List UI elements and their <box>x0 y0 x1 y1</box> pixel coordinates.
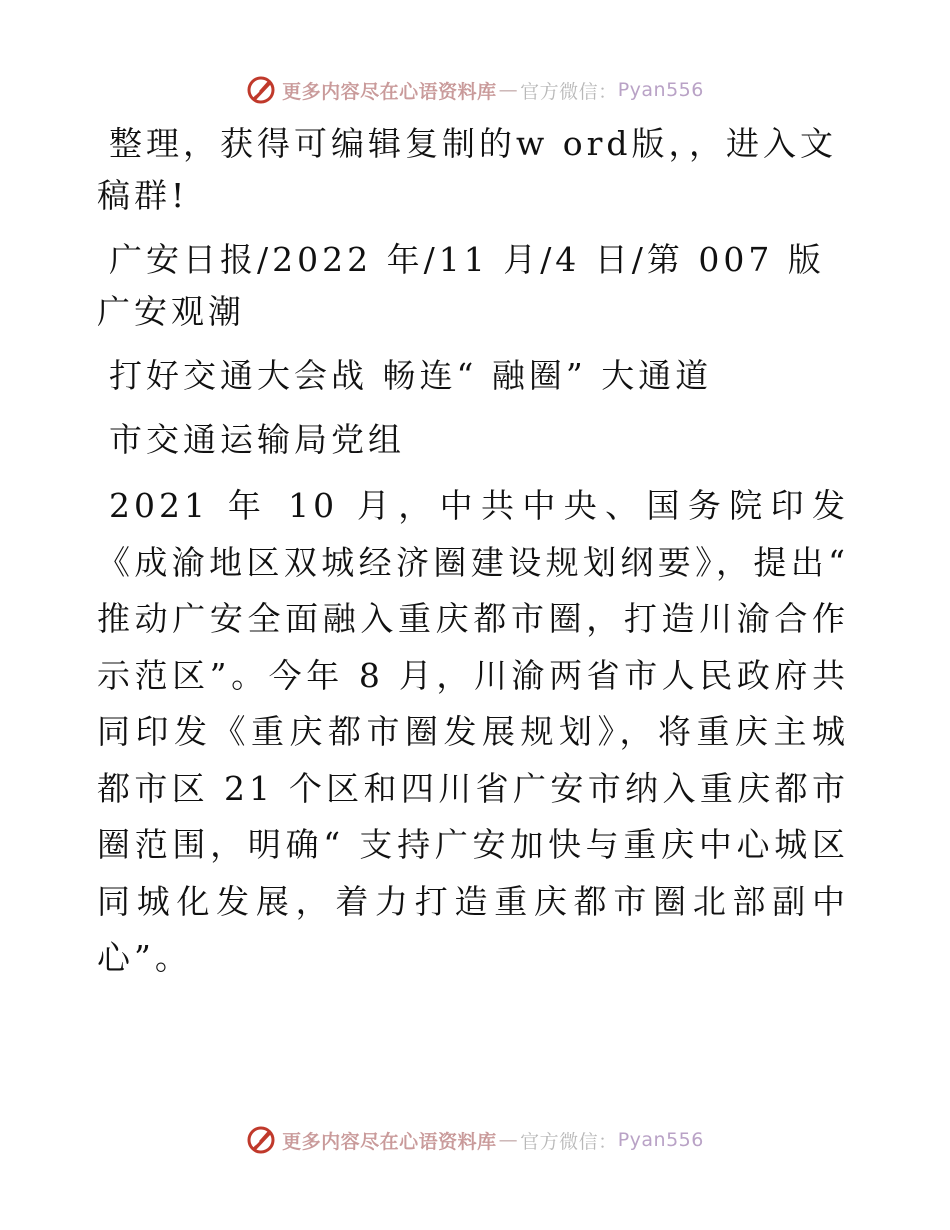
header-watermark <box>0 70 950 110</box>
watermark-wechat-label: 官方微信： <box>520 80 618 103</box>
article-body: 2021 年 10 月，中共中央、国务院印发《成渝地区双城经济圈建设规划纲要》，提出“ 推动广安全面融入重庆都市圈，打造川渝合作示范区”。今年 8 月，川渝两省市人民政府共同印发《重庆都市圈发展规划》，将重庆主城都市区 21 个区和四川省广安市纳入重庆都市圈范围，明确“ 支持广安加快与重庆中心城区同城化发展，着力打造重庆都市圈北部副中心”。 <box>97 486 849 977</box>
source-line: 广安日报/2022 年/11 月/4 日/第 007 版广安观潮 <box>97 240 825 331</box>
watermark-wechat-label: 官方微信： <box>520 1130 618 1153</box>
quill-logo-icon <box>246 75 276 105</box>
article-title: 打好交通大会战 畅连“ 融圈” 大通道 <box>109 356 713 395</box>
quill-logo-icon <box>246 1125 276 1155</box>
watermark-dash: — <box>498 1129 519 1151</box>
watermark-wechat-id: Pyan556 <box>617 79 704 101</box>
watermark-brand-text: 更多内容尽在心语资料库 <box>282 1130 497 1153</box>
watermark-dash: — <box>498 79 519 101</box>
article-author: 市交通运输局党组 <box>109 420 405 459</box>
footer-watermark <box>0 1120 950 1160</box>
watermark-wechat-id: Pyan556 <box>617 1129 704 1151</box>
watermark-brand-text: 更多内容尽在心语资料库 <box>282 80 497 103</box>
document-content <box>97 118 849 987</box>
intro-note: 整理，获得可编辑复制的w ord版，，进入文稿群! <box>97 124 838 215</box>
